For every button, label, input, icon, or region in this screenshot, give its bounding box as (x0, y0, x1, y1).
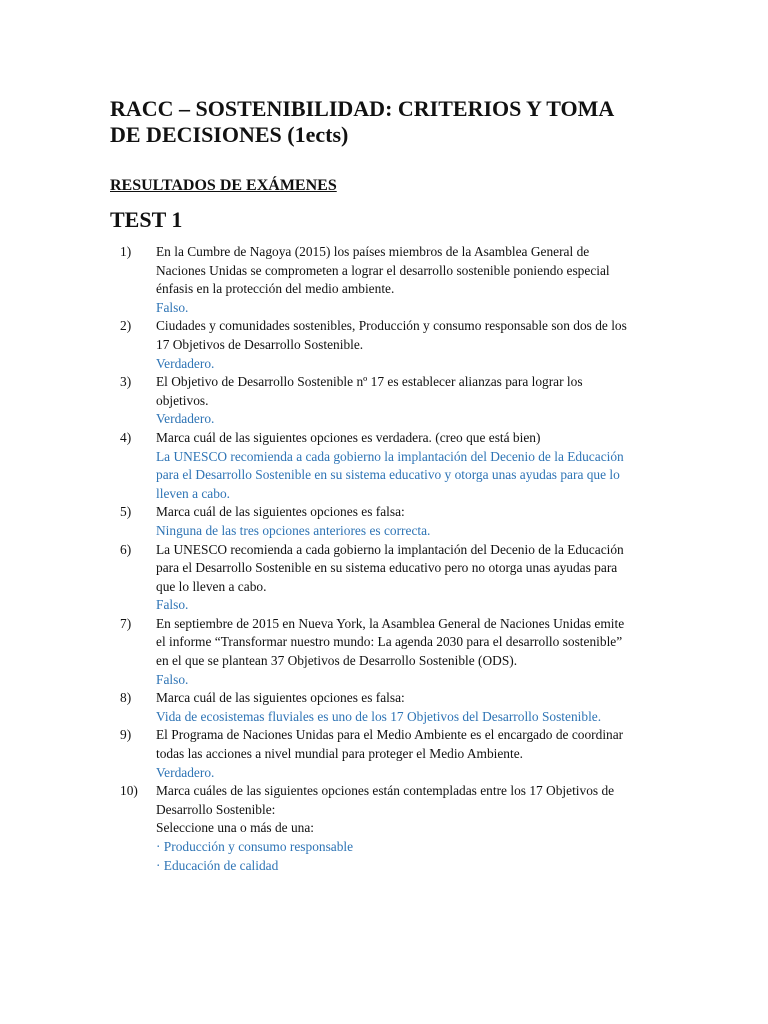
answer-text-line: Ninguna de las tres opciones anteriores es correcta. (156, 522, 431, 538)
question-text-line: que lo lleven a cabo. (156, 578, 267, 594)
question-text-line: 17 Objetivos de Desarrollo Sostenible. (156, 336, 364, 352)
question-item (110, 373, 660, 429)
question-number: 3) (120, 374, 132, 390)
answer-text-line: lleven a cabo. (156, 485, 230, 501)
question-number: 6) (120, 541, 132, 557)
answer-text-line: Verdadero. (156, 764, 215, 780)
answer-text-line: · Producción y consumo responsable (156, 839, 354, 854)
question-item (110, 429, 660, 503)
question-item (110, 243, 660, 317)
question-body (156, 373, 660, 429)
question-list (110, 243, 660, 875)
question-text-line: En la Cumbre de Nagoya (2015) los países miembros de la Asamblea General de (156, 244, 590, 259)
answer-text-line: Falso. (156, 671, 189, 687)
question-body (156, 243, 660, 317)
question-text-line: En septiembre de 2015 en Nueva York, la Asamblea General de Naciones Unidas emite (156, 615, 625, 631)
question-item (110, 782, 660, 875)
question-number-cell (110, 317, 156, 373)
answer-text-line: Falso. (156, 299, 189, 315)
test-heading: TEST 1 (110, 207, 183, 232)
question-item (110, 615, 660, 689)
question-body (156, 615, 660, 689)
question-number-cell (110, 429, 156, 503)
document-title (110, 96, 670, 148)
question-text-line: Marca cuáles de las siguientes opciones están contempladas entre los 17 Objetivos de (156, 783, 615, 799)
question-number-cell (110, 503, 156, 540)
question-number: 4) (120, 429, 132, 445)
question-number: 7) (120, 615, 132, 631)
question-item (110, 541, 660, 615)
question-number-cell (110, 782, 156, 875)
question-body (156, 541, 660, 615)
question-number-cell (110, 243, 156, 317)
question-body (156, 503, 660, 540)
section-heading: RESULTADOS DE EXÁMENES (110, 177, 337, 194)
answer-text-line: Verdadero. (156, 411, 215, 427)
answer-text-line: Vida de ecosistemas fluviales es uno de los 17 Objetivos del Desarrollo Sostenible. (156, 708, 602, 724)
answer-text-line: Verdadero. (156, 355, 215, 371)
question-text-line: El Objetivo de Desarrollo Sostenible nº 17 es establecer alianzas para lograr los (156, 374, 583, 390)
question-text-line: Ciudades y comunidades sostenibles, Producción y consumo responsable son dos de los (156, 318, 627, 334)
question-text-line: todas las acciones a nivel mundial para proteger el Medio Ambiente. (156, 746, 524, 762)
question-item (110, 503, 660, 540)
question-number-cell (110, 689, 156, 726)
question-number-cell (110, 541, 156, 615)
question-number: 9) (120, 727, 132, 743)
question-text-line: énfasis en la protección del medio ambiente. (156, 281, 395, 297)
question-body (156, 726, 660, 782)
question-text-line: objetivos. (156, 392, 209, 408)
question-text-line: para el Desarrollo Sostenible en su sistema educativo pero no otorga unas ayudas para (156, 560, 618, 576)
document-title-line-1: RACC – SOSTENIBILIDAD: CRITERIOS Y TOMA (110, 96, 615, 121)
question-text-line: Seleccione una o más de una: (156, 820, 315, 836)
question-text-line: La UNESCO recomienda a cada gobierno la implantación del Decenio de la Educación (156, 541, 624, 557)
question-body (156, 689, 660, 726)
question-number: 10) (120, 783, 138, 799)
question-item (110, 317, 660, 373)
question-text-line: Marca cuál de las siguientes opciones es verdadera. (creo que está bien) (156, 429, 541, 445)
question-item (110, 689, 660, 726)
answer-text-line: para el Desarrollo Sostenible en su sistema educativo y otorga unas ayudas para que lo (156, 467, 620, 483)
question-number: 8) (120, 690, 132, 706)
question-text-line: en el que se plantean 37 Objetivos de Desarrollo Sostenible (ODS). (156, 653, 518, 669)
question-text-line: El Programa de Naciones Unidas para el Medio Ambiente es el encargado de coordinar (156, 727, 624, 743)
answer-text-line: La UNESCO recomienda a cada gobierno la implantación del Decenio de la Educación (156, 448, 624, 464)
question-number-cell (110, 615, 156, 689)
answer-text-line: Falso. (156, 597, 189, 613)
question-body (156, 782, 660, 875)
document-title-line-2: DE DECISIONES (1ects) (110, 122, 349, 147)
answer-text-line: · Educación de calidad (156, 857, 279, 873)
question-text-line: el informe “Transformar nuestro mundo: La agenda 2030 para el desarrollo sostenible” (156, 634, 623, 650)
question-text-line: Desarrollo Sostenible: (156, 801, 276, 817)
question-number-cell (110, 726, 156, 782)
question-text-line: Marca cuál de las siguientes opciones es falsa: (156, 690, 405, 706)
question-body (156, 317, 660, 373)
question-item (110, 726, 660, 782)
question-number: 1) (120, 244, 132, 259)
question-body (156, 429, 660, 503)
question-number: 5) (120, 504, 132, 520)
question-text-line: Naciones Unidas se comprometen a lograr el desarrollo sostenible poniendo especial (156, 262, 610, 278)
question-number: 2) (120, 318, 132, 334)
question-text-line: Marca cuál de las siguientes opciones es falsa: (156, 504, 405, 520)
question-number-cell (110, 373, 156, 429)
